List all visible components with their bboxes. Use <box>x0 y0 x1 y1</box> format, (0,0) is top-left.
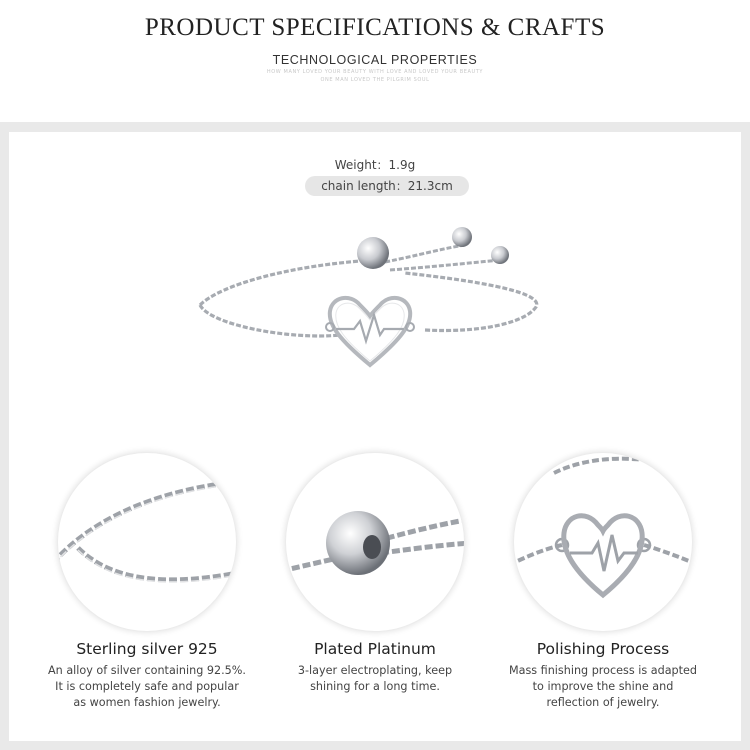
feature-image-chain <box>58 453 236 631</box>
tagline-line-2: ONE MAN LOVED THE PILGRIM SOUL <box>320 77 430 83</box>
feature-desc-polishing: Mass finishing process is adapted to improve the shine and reflection of jewelry. <box>508 664 698 709</box>
tagline-line-1: HOW MANY LOVED YOUR BEAUTY WITH LOVE AND LOVED YOUR BEAUTY <box>266 69 484 75</box>
feature-title-platinum: Plated Platinum <box>314 640 436 658</box>
bracelet-product-image <box>180 215 560 385</box>
spec-chain-length: chain length：21.3cm <box>305 176 469 196</box>
page-subtitle: TECHNOLOGICAL PROPERTIES <box>272 53 478 67</box>
feature-title-silver: Sterling silver 925 <box>76 640 218 658</box>
feature-image-heart <box>514 453 692 631</box>
feature-image-bead <box>286 453 464 631</box>
feature-title-polishing: Polishing Process <box>536 640 670 658</box>
page-title: PRODUCT SPECIFICATIONS & CRAFTS <box>144 14 606 41</box>
spec-weight: Weight：1.9g <box>334 158 416 172</box>
feature-desc-platinum: 3-layer electroplating, keep shining for a long time. <box>297 664 453 693</box>
feature-desc-silver: An alloy of silver containing 92.5%. It is completely safe and popular as women fashion jewelry. <box>48 664 246 709</box>
